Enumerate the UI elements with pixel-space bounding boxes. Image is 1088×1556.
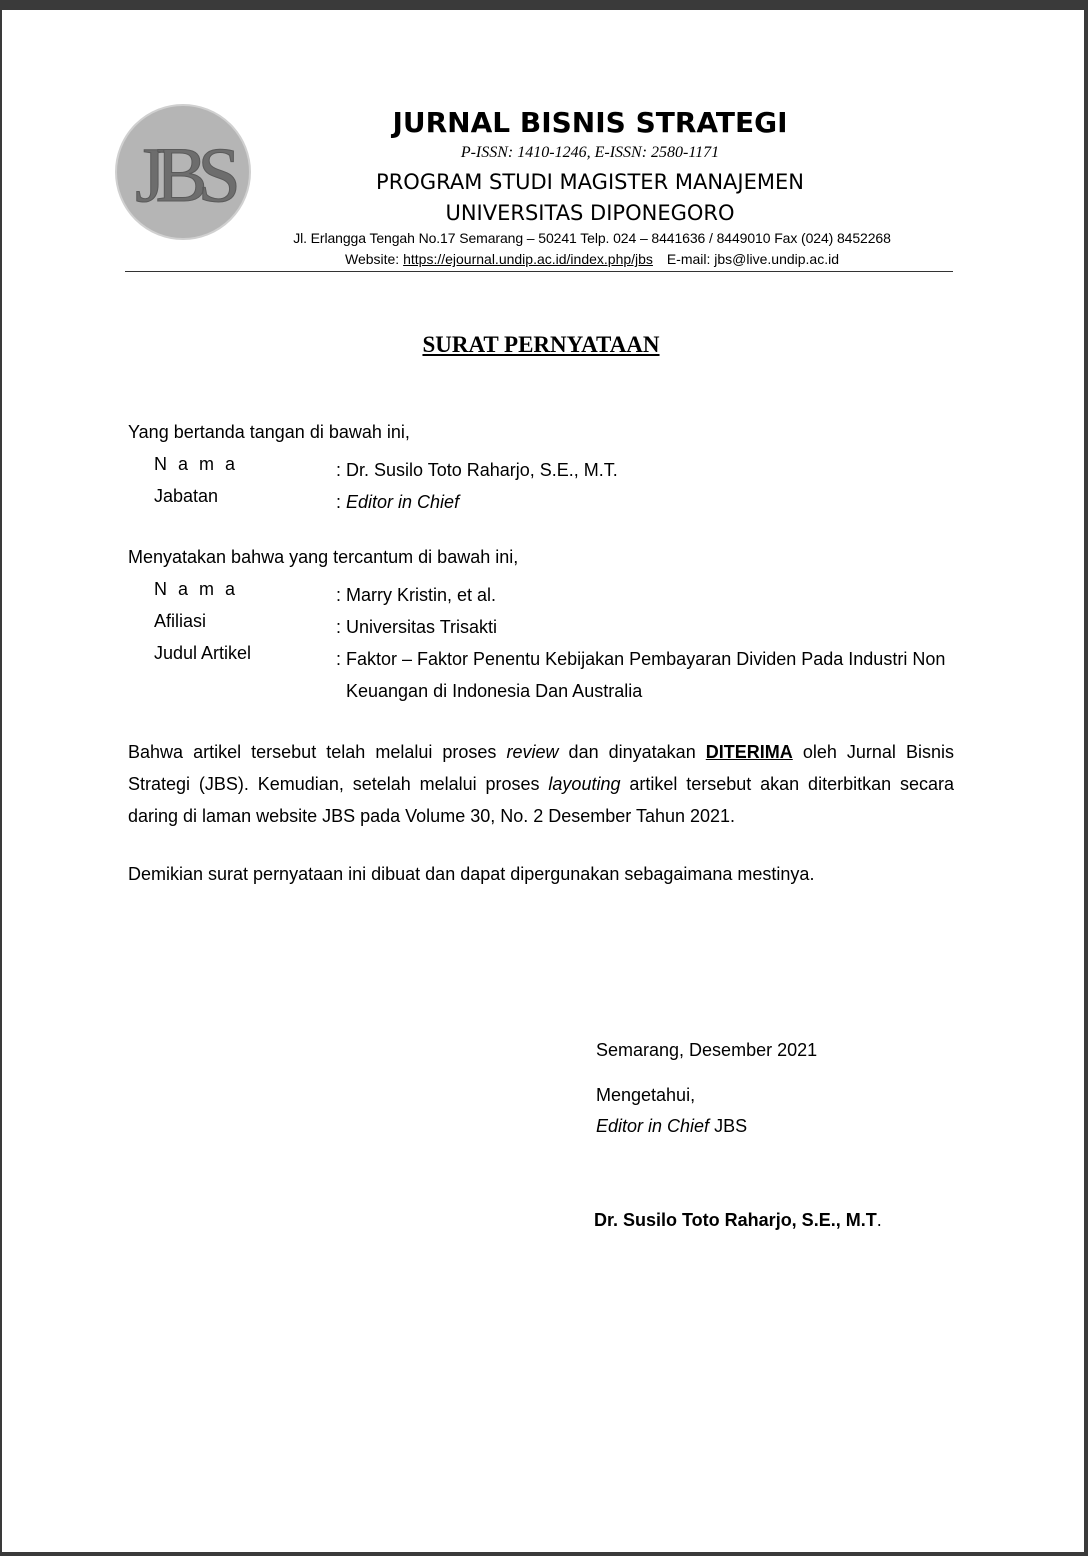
signer-name [594, 1210, 882, 1231]
website-link[interactable]: https://ejournal.undip.ac.id/index.php/jbs [403, 251, 653, 267]
field-label: N a m a [154, 579, 239, 599]
field-label: Jabatan [154, 486, 219, 506]
statement-text: Bahwa artikel tersebut telah melalui proses [128, 742, 507, 762]
document-title: SURAT PERNYATAAN [422, 332, 660, 357]
field-value: : Dr. Susilo Toto Raharjo, S.E., M.T. [336, 460, 618, 480]
website-label: Website: [344, 251, 400, 267]
statement-layouting: layouting [548, 774, 621, 794]
field-value: : Universitas Trisakti [336, 617, 498, 637]
journal-title: JURNAL BISNIS STRATEGI [392, 106, 788, 139]
email-text: E-mail: jbs@live.undip.ac.id [666, 251, 839, 267]
signer-name-text: Dr. Susilo Toto Raharjo, S.E., M.T [594, 1210, 877, 1230]
statement-paragraph [128, 736, 954, 832]
statement-text: artikel tersebut akan diterbitkan secara daring di laman website JBS pada Volume 30, No. 2 Desember Tahun 2021. [128, 774, 955, 826]
value-prefix: : [336, 492, 347, 512]
header-divider [125, 271, 953, 272]
field-label: Afiliasi [154, 611, 207, 631]
closing-paragraph: Demikian surat pernyataan ini dibuat dan dapat dipergunakan sebagaimana mestinya. [128, 864, 815, 884]
contact-line [202, 251, 982, 267]
statement-review: review [506, 742, 559, 762]
place-date: Semarang, Desember 2021 [596, 1040, 818, 1060]
intro-signer: Yang bertanda tangan di bawah ini, [128, 422, 410, 442]
statement-text: dan dinyatakan [558, 742, 706, 762]
address-line: Jl. Erlangga Tengah No.17 Semarang – 50241 Telp. 024 – 8441636 / 8449010 Fax (024) 8452268 [293, 230, 891, 246]
accepted-status: DITERIMA [705, 742, 793, 762]
value-italic: Editor in Chief [346, 492, 460, 512]
program-name: PROGRAM STUDI MAGISTER MANAJEMEN [376, 170, 804, 194]
signer-name-dot: . [876, 1210, 882, 1230]
field-label: Judul Artikel [154, 643, 252, 663]
logo-text: JBS [135, 131, 231, 218]
acknowledged-label: Mengetahui, [596, 1085, 696, 1105]
university-name: UNIVERSITAS DIPONEGORO [445, 201, 735, 225]
intro-subject: Menyatakan bahwa yang tercantum di bawah ini, [128, 547, 519, 567]
field-label: N a m a [154, 454, 239, 474]
role-suffix: JBS [709, 1116, 748, 1136]
statement-text: oleh Jurnal Bisnis Strategi (JBS). Kemudian, setelah melalui proses [128, 742, 954, 794]
field-value: : Faktor – Faktor Penentu Kebijakan Pembayaran Dividen Pada Industri Non Keuangan di Indonesia Dan Australia [336, 649, 946, 701]
role-italic: Editor in Chief [596, 1116, 710, 1136]
field-value: : Marry Kristin, et al. [336, 585, 497, 605]
field-value [336, 486, 956, 518]
document-page [2, 10, 1084, 1552]
issn-line: P-ISSN: 1410-1246, E-ISSN: 2580-1171 [460, 144, 720, 161]
signer-role [596, 1116, 747, 1137]
